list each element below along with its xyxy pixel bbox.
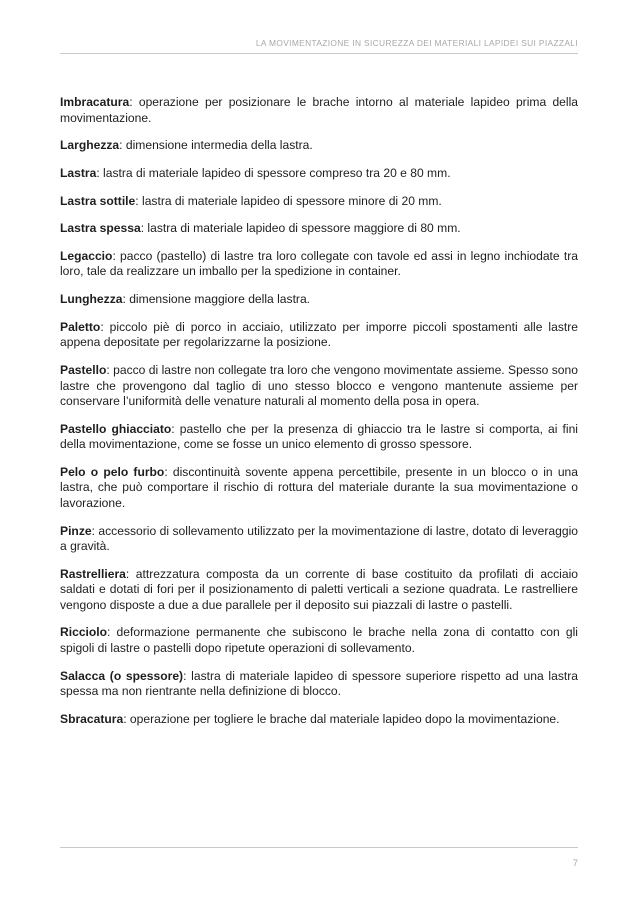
glossary-definition: : lastra di materiale lapideo di spessore compreso tra 20 e 80 mm. (96, 165, 451, 180)
glossary-entry-imbracatura (60, 95, 578, 126)
glossary-term: Ricciolo (60, 625, 108, 640)
header-divider (60, 53, 578, 54)
glossary-entry-sbracatura (60, 712, 578, 728)
glossary-term: Pastello (60, 363, 107, 377)
glossary-term: Larghezza (60, 138, 120, 153)
glossary-entry-rastrelliera (60, 567, 578, 614)
footer-divider (60, 847, 578, 848)
glossary-term: Lastra sottile (60, 193, 136, 208)
glossary-entry-legaccio (60, 249, 578, 280)
glossary-term: Pastello ghiacciato (60, 421, 172, 436)
glossary-entry-pastello (60, 363, 578, 410)
glossary-definition: : deformazione permanente che subiscono le brache nella zona di contatto con gli spigoli di lastre o pastelli dopo ripetute operazioni di sollevamento. (60, 625, 578, 655)
glossary-definition: : dimensione maggiore della lastra. (122, 292, 311, 307)
glossary-definition: : lastra di materiale lapideo di spessore maggiore di 80 mm. (140, 221, 461, 236)
glossary-definition: : lastra di materiale lapideo di spessore minore di 20 mm. (135, 193, 442, 208)
glossary-term: Lastra (60, 165, 97, 180)
glossary-term: Pelo o pelo furbo (60, 464, 165, 479)
glossary-term: Lastra spessa (60, 221, 141, 236)
glossary-term: Imbracatura (60, 95, 130, 109)
glossary-entry-pastello-ghiacciato (60, 422, 578, 453)
glossary-entry-salacca (60, 669, 578, 700)
running-header: LA MOVIMENTAZIONE IN SICUREZZA DEI MATERIALI LAPIDEI SUI PIAZZALI (255, 38, 578, 48)
glossary-entry-lastra-spessa (60, 221, 578, 237)
glossary-definition: : operazione per togliere le brache dal materiale lapideo dopo la movimentazione. (123, 711, 560, 726)
glossary-definition: : pacco (pastello) di lastre tra loro collegate con tavole ed assi in legno inchiodate tra loro, tale da realizzare un imballo per la spedizione in container. (60, 248, 578, 279)
glossary-list (60, 95, 578, 740)
page-number: 7 (572, 858, 578, 869)
glossary-term: Salacca (o spessore) (60, 668, 184, 683)
glossary-entry-lastra-sottile (60, 194, 578, 210)
glossary-definition: : discontinuità sovente appena percettibile, presente in un blocco o in una lastra, che può comportare il rischio di rottura del materiale durante la sua movimentazione o lavorazione. (60, 464, 578, 510)
glossary-term: Rastrelliera (60, 566, 126, 581)
glossary-entry-larghezza (60, 138, 578, 154)
glossary-term: Paletto (60, 319, 101, 334)
glossary-definition: : operazione per posizionare le brache intorno al materiale lapideo prima della movimentazione. (60, 95, 578, 125)
glossary-entry-ricciolo (60, 625, 578, 656)
glossary-entry-pinze (60, 524, 578, 555)
glossary-entry-pelo-furbo (60, 465, 578, 512)
glossary-term: Lunghezza (60, 292, 123, 307)
glossary-entry-lunghezza (60, 292, 578, 308)
glossary-term: Legaccio (60, 248, 113, 263)
glossary-definition: : accessorio di sollevamento utilizzato per la movimentazione di lastre, dotato di leveraggio a gravità. (60, 523, 578, 554)
glossary-definition: : pastello che per la presenza di ghiaccio tra le lastre si comporta, ai fini della movimentazione, come se fosse un unico elemento di grosso spessore. (60, 421, 578, 452)
glossary-term: Pinze (60, 523, 92, 538)
glossary-definition: : dimensione intermedia della lastra. (119, 138, 313, 153)
glossary-definition: : pacco di lastre non collegate tra loro che vengono movimentate assieme. Spesso sono lastre che provengono dal taglio di uno stesso blocco e vengono mantenute assieme per conservare l’uniformità delle venature naturali al momento della posa in opera. (60, 363, 578, 408)
glossary-entry-paletto (60, 320, 578, 351)
glossary-definition: : piccolo piè di porco in acciaio, utilizzato per imporre piccoli spostamenti alle lastre appena depositate per regolarizzarne la posizione. (60, 319, 578, 350)
glossary-definition: : attrezzatura composta da un corrente di base costituito da profilati di acciaio saldati e dotati di fori per il posizionamento di paletti verticali a sezione quadrata. Le rastrelliere vengono disposte a due a due parallele per il deposito sui piazzali di lastre o pastelli. (60, 566, 578, 612)
glossary-definition: : lastra di materiale lapideo di spessore superiore rispetto ad una lastra spessa ma non rientrante nella definizione di blocco. (60, 668, 578, 699)
glossary-entry-lastra (60, 166, 578, 182)
glossary-term: Sbracatura (60, 711, 124, 726)
